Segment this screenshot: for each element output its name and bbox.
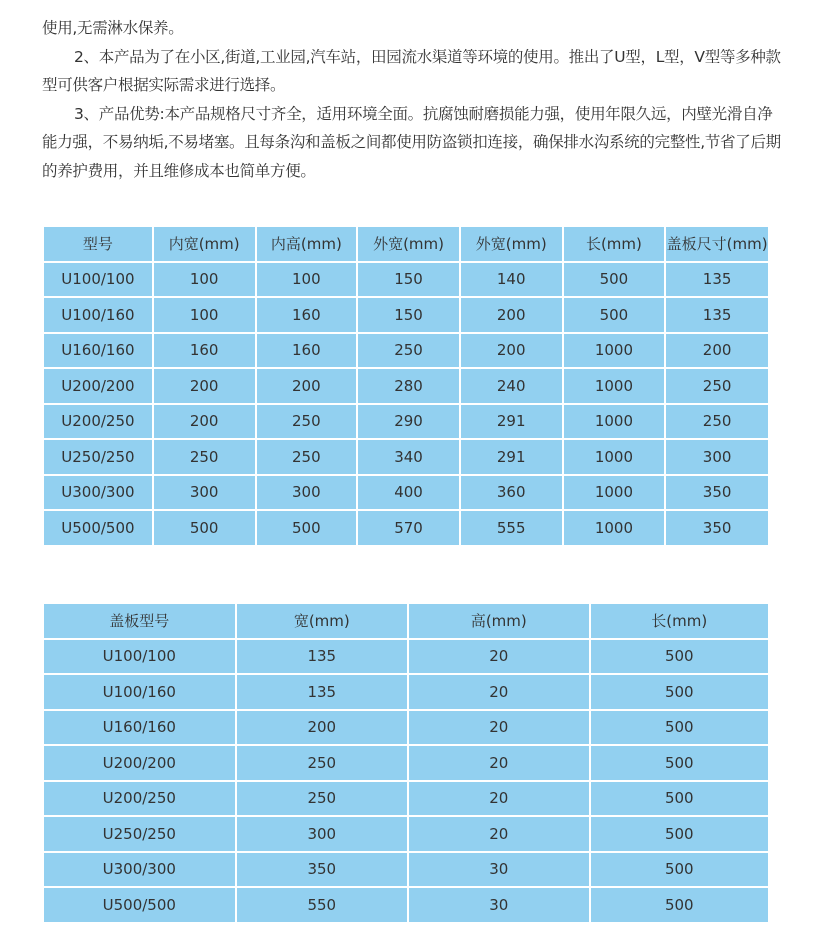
column-header: 型号 <box>43 226 153 262</box>
paragraph: 2、本产品为了在小区,街道,工业园,汽车站，田园流水渠道等环境的使用。推出了U型，L型，V型等多种款型可供客户根据实际需求进行选择。 <box>42 47 781 95</box>
table-cell: 250 <box>236 781 409 817</box>
table-cell: 360 <box>460 475 563 511</box>
table-cell: 250 <box>665 368 769 404</box>
table-cell: 200 <box>256 368 358 404</box>
table-cell: 555 <box>460 510 563 546</box>
table-cell: U200/200 <box>43 368 153 404</box>
table-cell: 300 <box>153 475 256 511</box>
column-header: 外宽(mm) <box>460 226 563 262</box>
table-row <box>43 439 769 475</box>
table-cell: 250 <box>357 333 460 369</box>
table-cell: 300 <box>665 439 769 475</box>
table-cell: U250/250 <box>43 816 236 852</box>
table-cell: 1000 <box>563 439 666 475</box>
table-row <box>43 710 769 746</box>
table-cell: 200 <box>460 333 563 369</box>
table-cell: 400 <box>357 475 460 511</box>
table-cell: 1000 <box>563 333 666 369</box>
table-cell: 30 <box>408 887 589 923</box>
column-header: 长(mm) <box>563 226 666 262</box>
column-header: 内高(mm) <box>256 226 358 262</box>
table-cell: U200/200 <box>43 745 236 781</box>
table-cell: 250 <box>153 439 256 475</box>
table-row <box>43 368 769 404</box>
table-cell: U200/250 <box>43 404 153 440</box>
paragraph: 3、产品优势:本产品规格尺寸齐全，适用环境全面。抗腐蚀耐磨损能力强，使用年限久远，内壁光滑自净能力强，不易纳垢,不易堵塞。且每条沟和盖板之间都使用防盗锁扣连接，确保排水沟系统的完整性,节省了后期的养护费用，并且维修成本也简单方便。 <box>42 104 781 180</box>
column-header: 高(mm) <box>408 603 589 639</box>
table-row <box>43 745 769 781</box>
table-cell: 160 <box>256 333 358 369</box>
table-cell: 290 <box>357 404 460 440</box>
table-row <box>43 852 769 888</box>
table-cell: U250/250 <box>43 439 153 475</box>
table-cell: 500 <box>590 781 769 817</box>
table-row <box>43 674 769 710</box>
cover-spec-table <box>42 602 770 924</box>
table-row <box>43 297 769 333</box>
table-cell: 240 <box>460 368 563 404</box>
table-row <box>43 781 769 817</box>
table-cell: 500 <box>563 297 666 333</box>
table-cell: 160 <box>256 297 358 333</box>
table-cell: 100 <box>256 262 358 298</box>
table-cell: 350 <box>665 510 769 546</box>
table-cell: 250 <box>256 404 358 440</box>
table-cell: 30 <box>408 852 589 888</box>
table-cell: 200 <box>460 297 563 333</box>
table-header-row <box>43 226 769 262</box>
table-cell: 1000 <box>563 510 666 546</box>
table-row <box>43 404 769 440</box>
table-cell: 150 <box>357 297 460 333</box>
table-cell: 20 <box>408 816 589 852</box>
paragraph: 使用,无需淋水保养。 <box>42 19 184 37</box>
table-cell: 291 <box>460 404 563 440</box>
table-cell: 300 <box>236 816 409 852</box>
table-cell: 140 <box>460 262 563 298</box>
column-header: 盖板尺寸(mm) <box>665 226 769 262</box>
table-cell: 160 <box>153 333 256 369</box>
table-cell: 20 <box>408 710 589 746</box>
table-cell: 20 <box>408 745 589 781</box>
table-cell: 100 <box>153 262 256 298</box>
table-cell: 200 <box>153 368 256 404</box>
table-cell: 350 <box>236 852 409 888</box>
table-cell: 500 <box>590 674 769 710</box>
table-cell: 135 <box>665 297 769 333</box>
table-cell: U100/100 <box>43 262 153 298</box>
table-cell: 20 <box>408 639 589 675</box>
table-row <box>43 333 769 369</box>
table-cell: U100/100 <box>43 639 236 675</box>
table-cell: U160/160 <box>43 710 236 746</box>
column-header: 外宽(mm) <box>357 226 460 262</box>
table-cell: 340 <box>357 439 460 475</box>
table-row <box>43 262 769 298</box>
table-cell: 135 <box>665 262 769 298</box>
table-cell: 135 <box>236 639 409 675</box>
table-cell: 200 <box>153 404 256 440</box>
table-cell: U500/500 <box>43 887 236 923</box>
table-row <box>43 475 769 511</box>
table-cell: 350 <box>665 475 769 511</box>
table-cell: 100 <box>153 297 256 333</box>
table-cell: 500 <box>590 639 769 675</box>
table-row <box>43 510 769 546</box>
description-text <box>42 14 782 186</box>
table-row <box>43 639 769 675</box>
table-cell: 20 <box>408 674 589 710</box>
table-header-row <box>43 603 769 639</box>
table-cell: 280 <box>357 368 460 404</box>
channel-spec-table <box>42 225 770 547</box>
table-cell: 200 <box>665 333 769 369</box>
table-cell: U300/300 <box>43 852 236 888</box>
table-cell: 500 <box>590 852 769 888</box>
column-header: 长(mm) <box>590 603 769 639</box>
table-cell: 500 <box>563 262 666 298</box>
column-header: 盖板型号 <box>43 603 236 639</box>
table-cell: 300 <box>256 475 358 511</box>
table-cell: 150 <box>357 262 460 298</box>
table-cell: 291 <box>460 439 563 475</box>
table-cell: 500 <box>590 816 769 852</box>
table-cell: 1000 <box>563 404 666 440</box>
table-row <box>43 816 769 852</box>
table-cell: 200 <box>236 710 409 746</box>
table-cell: 1000 <box>563 368 666 404</box>
table-cell: U300/300 <box>43 475 153 511</box>
table-cell: 135 <box>236 674 409 710</box>
table-cell: 500 <box>256 510 358 546</box>
table-cell: U100/160 <box>43 297 153 333</box>
table-row <box>43 887 769 923</box>
table-cell: 250 <box>665 404 769 440</box>
column-header: 内宽(mm) <box>153 226 256 262</box>
table-cell: 500 <box>590 887 769 923</box>
table-cell: U200/250 <box>43 781 236 817</box>
table-cell: 250 <box>256 439 358 475</box>
table-cell: 250 <box>236 745 409 781</box>
column-header: 宽(mm) <box>236 603 409 639</box>
table-cell: U500/500 <box>43 510 153 546</box>
table-cell: 550 <box>236 887 409 923</box>
table-cell: U160/160 <box>43 333 153 369</box>
table-cell: 500 <box>590 710 769 746</box>
table-cell: U100/160 <box>43 674 236 710</box>
table-cell: 1000 <box>563 475 666 511</box>
table-cell: 500 <box>590 745 769 781</box>
table-cell: 570 <box>357 510 460 546</box>
table-cell: 20 <box>408 781 589 817</box>
table-cell: 500 <box>153 510 256 546</box>
